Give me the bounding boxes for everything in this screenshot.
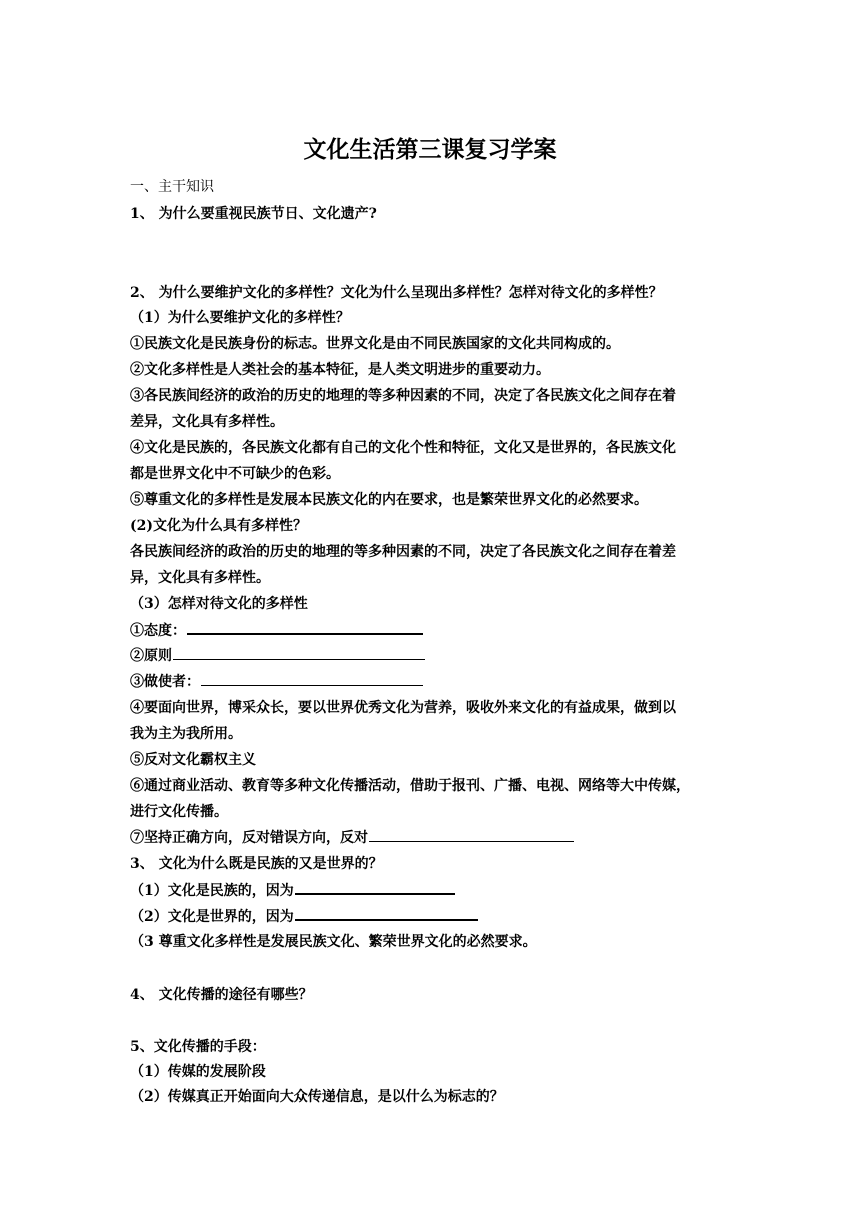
question-2-1-item: ③各民族间经济的政治的历史的地理的等多种因素的不同，决定了各民族文化之间存在着	[130, 388, 676, 404]
question-5-1: （1）传媒的发展阶段	[130, 1064, 266, 1080]
question-2-1-item: ⑤尊重文化的多样性是发展本民族文化的内在要求，也是繁荣世界文化的必然要求。	[130, 492, 648, 508]
messenger-blank[interactable]	[201, 673, 423, 686]
question-1: 1、 为什么要重视民族节日、文化遗产?	[130, 206, 377, 222]
oppose-blank[interactable]	[369, 829, 574, 842]
question-3-2: （2）文化是世界的，因为	[130, 909, 294, 925]
question-5-2: （2）传媒真正开始面向大众传递信息，是以什么为标志的？	[130, 1089, 504, 1105]
question-2-1-item: 都是世界文化中不可缺少的色彩。	[130, 466, 340, 482]
principle-line	[130, 647, 425, 665]
question-3: 3、 文化为什么既是民族的又是世界的？	[130, 856, 383, 872]
question-3-1-line	[130, 881, 455, 900]
question-2-1-item: 差异，文化具有多样性。	[130, 414, 284, 430]
question-2-3-item-7: ⑦坚持正确方向，反对错误方向，反对	[130, 830, 368, 846]
question-2-1-item: ②文化多样性是人类社会的基本特征，是人类文明进步的重要动力。	[130, 362, 550, 378]
question-2-3-item-7-line	[130, 829, 574, 847]
question-3-1: （1）文化是民族的，因为	[130, 883, 294, 899]
question-2-3-item-6: 进行文化传播。	[130, 804, 228, 820]
question-2-2-heading: (2)文化为什么具有多样性？	[130, 518, 307, 534]
principle-blank[interactable]	[173, 647, 425, 660]
question-3-3: （3 尊重文化多样性是发展民族文化、繁荣世界文化的必然要求。	[130, 934, 537, 950]
question-2-1-item: ①民族文化是民族身份的标志。世界文化是由不同民族国家的文化共同构成的。	[130, 336, 620, 352]
world-reason-blank[interactable]	[295, 907, 478, 921]
principle-label: ②原则	[130, 648, 172, 664]
attitude-line	[130, 621, 423, 640]
messenger-label: ③做使者：	[130, 674, 200, 690]
messenger-line	[130, 673, 423, 691]
attitude-label: ①态度：	[130, 623, 186, 639]
question-2-2-line: 异，文化具有多样性。	[130, 570, 270, 586]
national-reason-blank[interactable]	[295, 881, 455, 895]
question-3-2-line	[130, 907, 478, 926]
question-2-3-item-4: 我为主为我所用。	[130, 726, 242, 742]
question-2: 2、 为什么要维护文化的多样性？文化为什么呈现出多样性？怎样对待文化的多样性？	[130, 285, 663, 301]
question-2-1-heading: （1）为什么要维护文化的多样性？	[130, 310, 350, 326]
question-2-2-line: 各民族间经济的政治的历史的地理的等多种因素的不同，决定了各民族文化之间存在着差	[130, 544, 676, 560]
section-heading-main-knowledge: 一、主干知识	[130, 179, 214, 195]
question-2-3-item-5: ⑤反对文化霸权主义	[130, 752, 256, 768]
question-2-1-item: ④文化是民族的，各民族文化都有自己的文化个性和特征，文化又是世界的，各民族文化	[130, 440, 676, 456]
question-5: 5、文化传播的手段：	[130, 1039, 266, 1055]
question-2-3-item-4: ④要面向世界，博采众长，要以世界优秀文化为营养，吸收外来文化的有益成果，做到以	[130, 700, 676, 716]
question-2-3-heading: （3）怎样对待文化的多样性	[130, 596, 308, 612]
page-title: 文化生活第三课复习学案	[303, 136, 557, 163]
attitude-blank[interactable]	[187, 621, 423, 635]
question-4: 4、 文化传播的途径有哪些？	[130, 987, 313, 1003]
question-2-3-item-6: ⑥通过商业活动、教育等多种文化传播活动，借助于报刊、广播、电视、网络等大中传媒，	[130, 778, 690, 794]
